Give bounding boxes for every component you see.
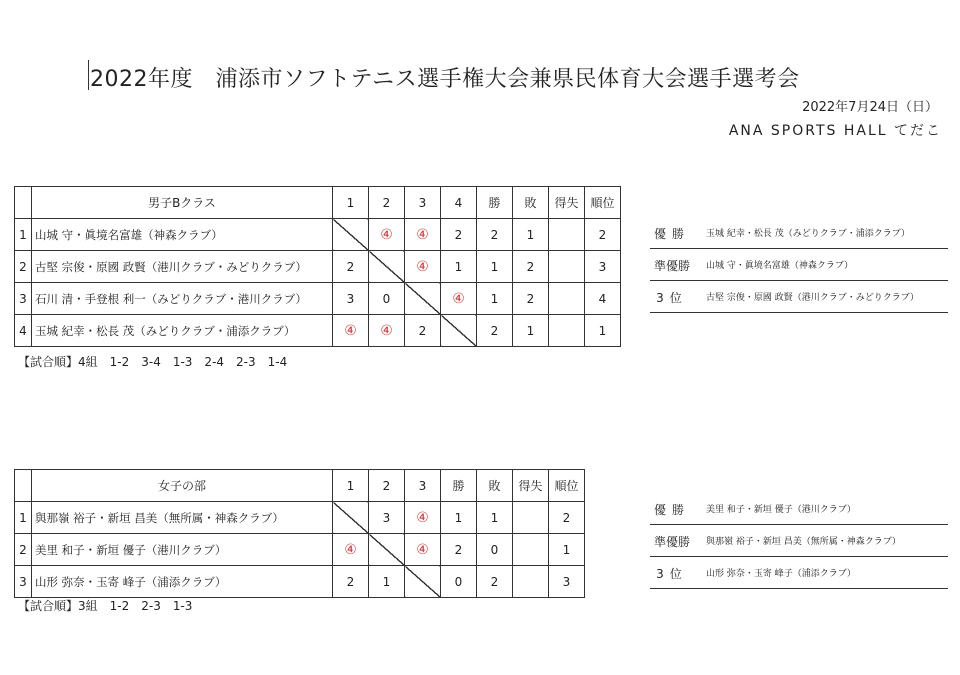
col-header: 勝 — [441, 470, 477, 502]
wins: 2 — [477, 219, 513, 251]
header-corner — [15, 470, 32, 502]
award-rank: 優勝 — [653, 503, 690, 517]
col-header: 1 — [333, 187, 369, 219]
table-row — [15, 219, 621, 251]
award-rank: 優勝 — [653, 227, 690, 241]
row-number: 1 — [15, 502, 32, 534]
match-score: 1 — [369, 566, 405, 598]
match-score: ④ — [333, 534, 369, 566]
self-match-cell — [333, 219, 369, 251]
self-match-cell — [405, 566, 441, 598]
losses: 1 — [513, 315, 549, 347]
award-winner: 美里 和子・新垣 優子（港川クラブ） — [706, 505, 856, 515]
col-header: 2 — [369, 187, 405, 219]
wins: 1 — [441, 502, 477, 534]
table-row — [15, 315, 621, 347]
match-order: 【試合順】4組 1-2 3-4 1-3 2-4 2-3 1-4 — [18, 355, 288, 369]
match-score: 3 — [369, 502, 405, 534]
col-header: 勝 — [477, 187, 513, 219]
col-header: 得失 — [549, 187, 585, 219]
self-match-cell — [333, 502, 369, 534]
pair-name: 山形 弥奈・玉寄 峰子（浦添クラブ） — [32, 566, 333, 598]
award-row — [650, 557, 948, 589]
rank: 4 — [585, 283, 621, 315]
row-number: 2 — [15, 534, 32, 566]
men-awards — [650, 217, 948, 313]
women-table — [14, 469, 585, 598]
wins: 1 — [477, 283, 513, 315]
point-diff — [513, 502, 549, 534]
table-heading: 女子の部 — [32, 470, 333, 502]
rank: 2 — [585, 219, 621, 251]
match-score: 0 — [369, 283, 405, 315]
table-row — [15, 283, 621, 315]
table-row — [15, 502, 585, 534]
match-score: 1 — [441, 251, 477, 283]
women-awards — [650, 493, 948, 589]
table-header-row — [15, 187, 621, 219]
wins: 0 — [441, 566, 477, 598]
col-header: 順位 — [585, 187, 621, 219]
row-number: 1 — [15, 219, 32, 251]
award-winner: 古堅 宗俊・原國 政賢（港川クラブ・みどりクラブ） — [706, 293, 919, 303]
men-b-class-table — [14, 186, 621, 347]
award-row — [650, 493, 948, 525]
point-diff — [513, 566, 549, 598]
point-diff — [549, 219, 585, 251]
row-number: 3 — [15, 283, 32, 315]
award-winner: 玉城 紀幸・松長 茂（みどりクラブ・浦添クラブ） — [706, 229, 910, 239]
col-header: 敗 — [513, 187, 549, 219]
match-score: 2 — [333, 251, 369, 283]
award-winner: 與那嶺 裕子・新垣 昌美（無所属・神森クラブ） — [706, 537, 901, 547]
losses: 1 — [477, 502, 513, 534]
award-row — [650, 217, 948, 249]
match-score: 2 — [405, 315, 441, 347]
point-diff — [549, 315, 585, 347]
losses: 2 — [513, 283, 549, 315]
self-match-cell — [405, 283, 441, 315]
award-winner: 山形 弥奈・玉寄 峰子（浦添クラブ） — [706, 569, 856, 579]
pair-name: 美里 和子・新垣 優子（港川クラブ） — [32, 534, 333, 566]
col-header: 3 — [405, 187, 441, 219]
pair-name: 石川 清・手登根 利一（みどりクラブ・港川クラブ） — [32, 283, 333, 315]
award-rank: 3位 — [656, 291, 688, 305]
self-match-cell — [441, 315, 477, 347]
match-score: ④ — [369, 219, 405, 251]
wins: 1 — [477, 251, 513, 283]
match-order: 【試合順】3組 1-2 2-3 1-3 — [18, 599, 193, 613]
text-cursor — [88, 60, 89, 90]
match-score: 3 — [333, 283, 369, 315]
page-title: 2022年度 浦添市ソフトテニス選手権大会兼県民体育大会選手選考会 — [90, 67, 800, 92]
pair-name: 古堅 宗俊・原國 政賢（港川クラブ・みどりクラブ） — [32, 251, 333, 283]
table-heading: 男子Bクラス — [32, 187, 333, 219]
rank: 3 — [585, 251, 621, 283]
wins: 2 — [477, 315, 513, 347]
match-score: ④ — [333, 315, 369, 347]
pair-name: 與那嶺 裕子・新垣 昌美（無所属・神森クラブ） — [32, 502, 333, 534]
col-header: 順位 — [549, 470, 585, 502]
table-row — [15, 534, 585, 566]
col-header: 3 — [405, 470, 441, 502]
event-date: 2022年7月24日（日） — [802, 100, 938, 115]
award-rank: 準優勝 — [653, 535, 690, 549]
rank: 2 — [549, 502, 585, 534]
table-row — [15, 251, 621, 283]
award-rank: 準優勝 — [653, 259, 690, 273]
self-match-cell — [369, 251, 405, 283]
award-row — [650, 249, 948, 281]
self-match-cell — [369, 534, 405, 566]
rank: 3 — [549, 566, 585, 598]
table-header-row — [15, 470, 585, 502]
award-row — [650, 525, 948, 557]
match-score: 2 — [441, 219, 477, 251]
pair-name: 玉城 紀幸・松長 茂（みどりクラブ・浦添クラブ） — [32, 315, 333, 347]
award-rank: 3位 — [656, 567, 688, 581]
rank: 1 — [585, 315, 621, 347]
rank: 1 — [549, 534, 585, 566]
match-score: ④ — [405, 502, 441, 534]
event-venue: ANA SPORTS HALL てだこ — [728, 123, 942, 139]
pair-name: 山城 守・眞境名富雄（神森クラブ） — [32, 219, 333, 251]
losses: 1 — [513, 219, 549, 251]
point-diff — [513, 534, 549, 566]
losses: 2 — [513, 251, 549, 283]
losses: 2 — [477, 566, 513, 598]
award-row — [650, 281, 948, 313]
point-diff — [549, 251, 585, 283]
row-number: 4 — [15, 315, 32, 347]
col-header: 4 — [441, 187, 477, 219]
match-score: ④ — [405, 534, 441, 566]
header-corner — [15, 187, 32, 219]
match-score: 2 — [333, 566, 369, 598]
col-header: 1 — [333, 470, 369, 502]
match-score: ④ — [405, 251, 441, 283]
row-number: 3 — [15, 566, 32, 598]
match-score: ④ — [441, 283, 477, 315]
col-header: 2 — [369, 470, 405, 502]
award-winner: 山城 守・眞境名富雄（神森クラブ） — [706, 261, 853, 271]
match-score: ④ — [405, 219, 441, 251]
match-score: ④ — [369, 315, 405, 347]
losses: 0 — [477, 534, 513, 566]
table-row — [15, 566, 585, 598]
col-header: 得失 — [513, 470, 549, 502]
col-header: 敗 — [477, 470, 513, 502]
wins: 2 — [441, 534, 477, 566]
point-diff — [549, 283, 585, 315]
row-number: 2 — [15, 251, 32, 283]
